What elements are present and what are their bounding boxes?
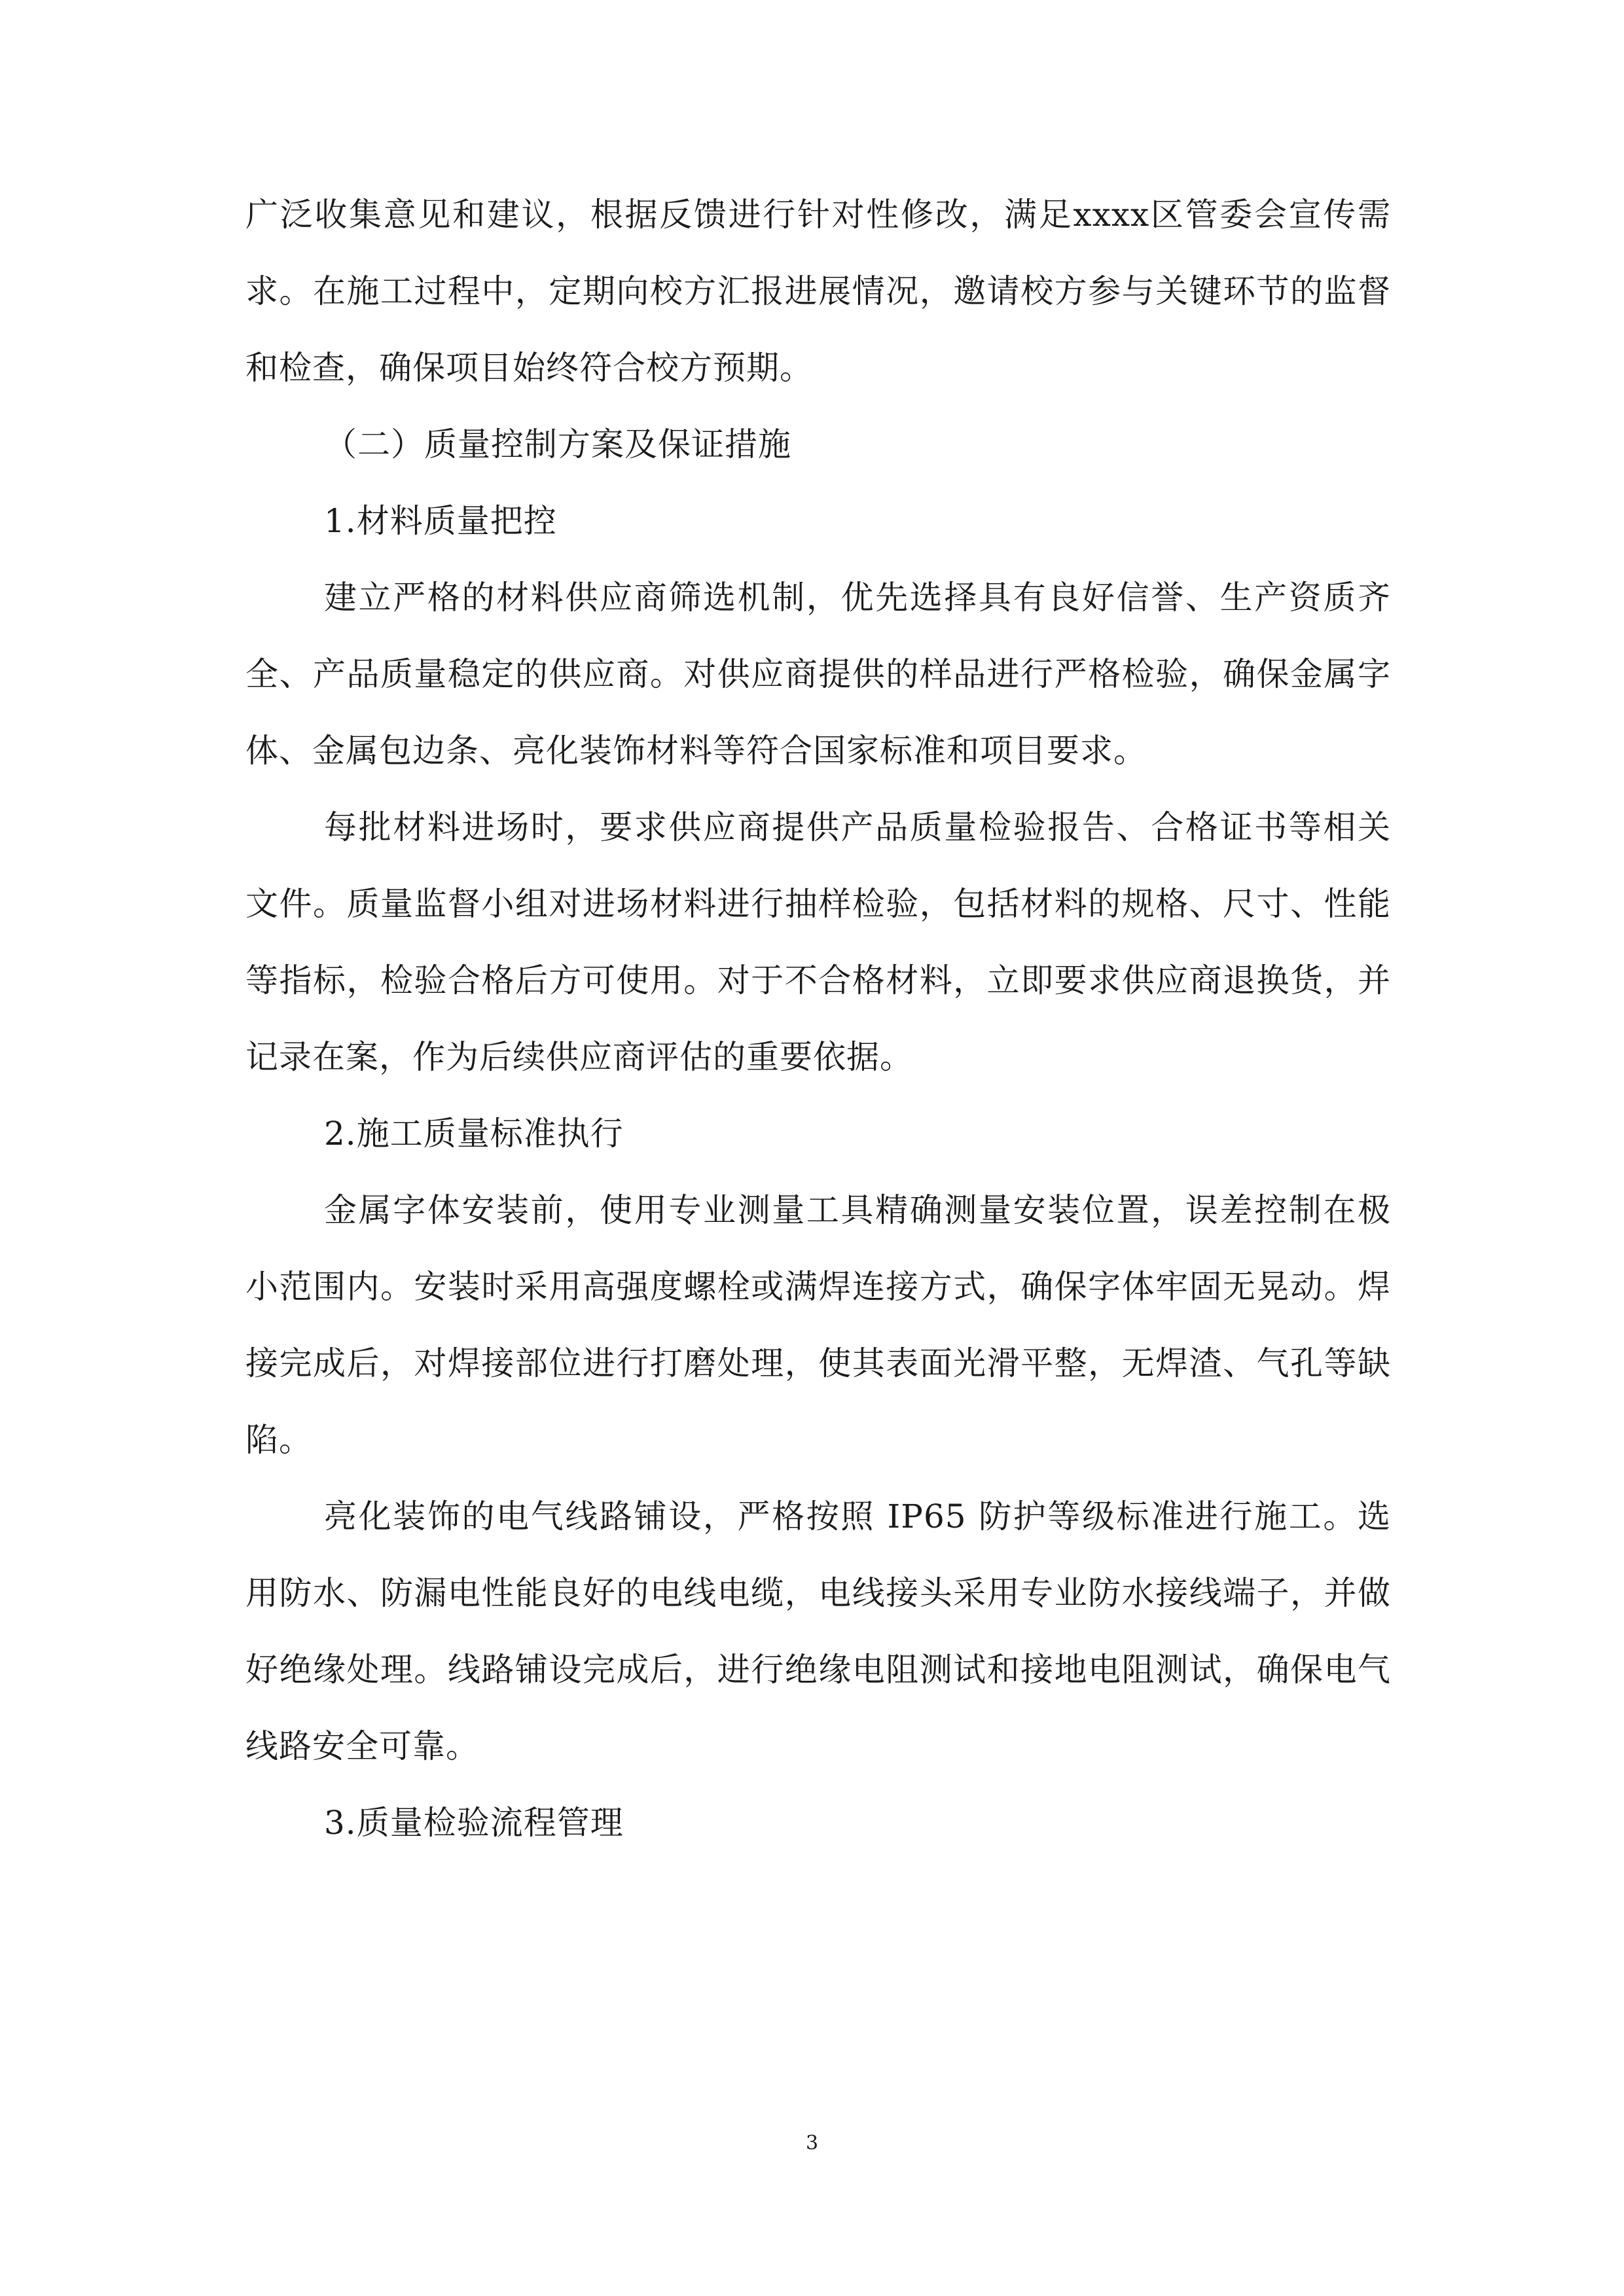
subheading-inspection-process: 3.质量检验流程管理 bbox=[324, 1804, 624, 1842]
paragraph-feedback: 广泛收集意见和建议，根据反馈进行针对性修改，满足xxxx区管委会宣传需求。在施工过程中，定期向校方汇报进展情况，邀请校方参与关键环节的监督和检查，确保项目始终符合校方预期。 bbox=[245, 196, 1391, 387]
paragraph-metal-font-installation: 金属字体安装前，使用专业测量工具精确测量安装位置，误差控制在极小范围内。安装时采用高强度螺栓或满焊连接方式，确保字体牢固无晃动。焊接完成后，对焊接部位进行打磨处理，使其表面光滑平整，无焊渣、气孔等缺陷。 bbox=[245, 1191, 1391, 1459]
subheading-construction-standards: 2.施工质量标准执行 bbox=[324, 1115, 624, 1153]
paragraph-electrical-wiring: 亮化装饰的电气线路铺设，严格按照 IP65 防护等级标准进行施工。选用防水、防漏电性能良好的电线电缆，电线接头采用专业防水接线端子，并做好绝缘处理。线路铺设完成后，进行绝缘电阻测试和接地电阻测试，确保电气线路安全可靠。 bbox=[245, 1498, 1391, 1765]
paragraph-material-inspection: 每批材料进场时，要求供应商提供产品质量检验报告、合格证书等相关文件。质量监督小组对进场材料进行抽样检验，包括材料的规格、尺寸、性能等指标，检验合格后方可使用。对于不合格材料，立即要求供应商退换货，并记录在案，作为后续供应商评估的重要依据。 bbox=[245, 808, 1391, 1076]
page-body bbox=[245, 177, 1391, 1861]
section-heading-quality-control: （二）质量控制方案及保证措施 bbox=[324, 425, 791, 463]
paragraph-supplier-screening: 建立严格的材料供应商筛选机制，优先选择具有良好信誉、生产资质齐全、产品质量稳定的供应商。对供应商提供的样品进行严格检验，确保金属字体、金属包边条、亮化装饰材料等符合国家标准和项目要求。 bbox=[245, 579, 1391, 770]
subheading-material-quality: 1.材料质量把控 bbox=[324, 502, 557, 540]
page-number: 3 bbox=[805, 2132, 819, 2155]
